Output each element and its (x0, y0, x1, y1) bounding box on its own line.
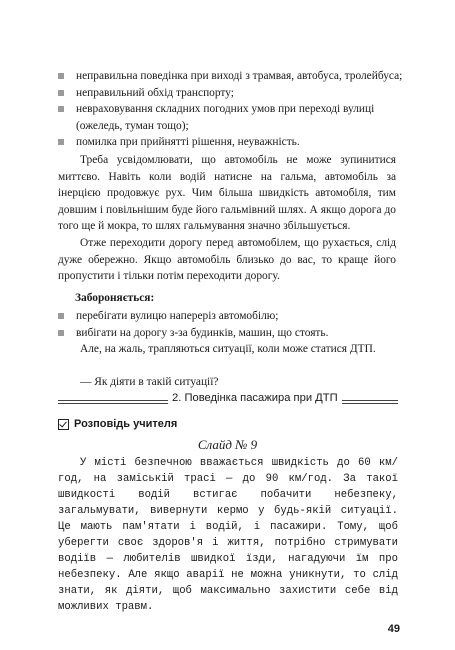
checkbox-checked-icon (58, 419, 69, 430)
paragraph-braking: Треба усвідомлювати, що автомобіль не може зупинитися миттєво. Навіть коли водій натисне на гальма, автомобіль за інерцією продовжує рух. Чим більша швидкість автомобіля, тим довшим і повільнішим буде його гальмівний шлях. А якщо дорога до того ще й мокра, то шлях гальмування значно збільшується. (58, 154, 396, 232)
forbidden-bullet-list (58, 308, 408, 341)
list-item: неправильна поведінка при виході з трамвая, автобуса, тролейбуса; (58, 68, 408, 85)
slide-body-text: У місті безпечною вважається швидкість до 60 км/год, на заміській трасі — до 90 км/год. За такої швидкості водій встигає побачити небезпеку, загальмувати, вивернути кермо у будь-якій ситуації. Це мають пам'ятати і водій, і пасажири. Тому, щоб уберегти своє здоров'я і життя, потрібно стримувати водіїв — любителів швидкої їзди, нагадуючи їм про небезпеку. Але якщо аварії не можна уникнути, то слід знати, як діяти, щоб максимально захистити себе від можливих травм. (58, 457, 398, 613)
section-header (58, 393, 398, 407)
square-bullet-icon (58, 139, 64, 145)
square-bullet-icon (58, 73, 64, 79)
list-item: невраховування складних погодних умов при переході вулиці (ожеледь, туман тощо); (58, 101, 408, 134)
list-item: неправильний обхід транспорту; (58, 85, 408, 102)
list-item: вибігати на дорогу з-за будинків, машин, що стоять. (58, 325, 408, 342)
top-bullet-list (58, 68, 408, 151)
page-number: 49 (387, 623, 400, 635)
teacher-story-label (58, 418, 177, 430)
section-title: 2. Поведінка пасажира при ДТП (168, 392, 342, 404)
teacher-label-text: Розповідь учителя (74, 418, 178, 430)
list-item: помилка при прийнятті рішення, неуважність. (58, 134, 408, 151)
square-bullet-icon (58, 313, 64, 319)
slide-title: Слайд № 9 (197, 437, 258, 452)
paragraph-question: — Як діяти в такій ситуації? (80, 376, 219, 388)
paragraph-accidents: Але, на жаль, трапляються ситуації, коли може статися ДТП. (80, 343, 376, 355)
square-bullet-icon (58, 90, 64, 96)
square-bullet-icon (58, 106, 64, 112)
paragraph-crossing: Отже переходити дорогу перед автомобілем, що рухається, слід дуже обережно. Якщо автомобіль близько до вас, то краще його пропустити і тільки потім переходити дорогу. (58, 237, 396, 282)
forbidden-heading: Забороняється: (75, 292, 155, 304)
rule-left (58, 400, 168, 404)
square-bullet-icon (58, 330, 64, 336)
list-item: перебігати вулицю напереріз автомобілю; (58, 308, 408, 325)
